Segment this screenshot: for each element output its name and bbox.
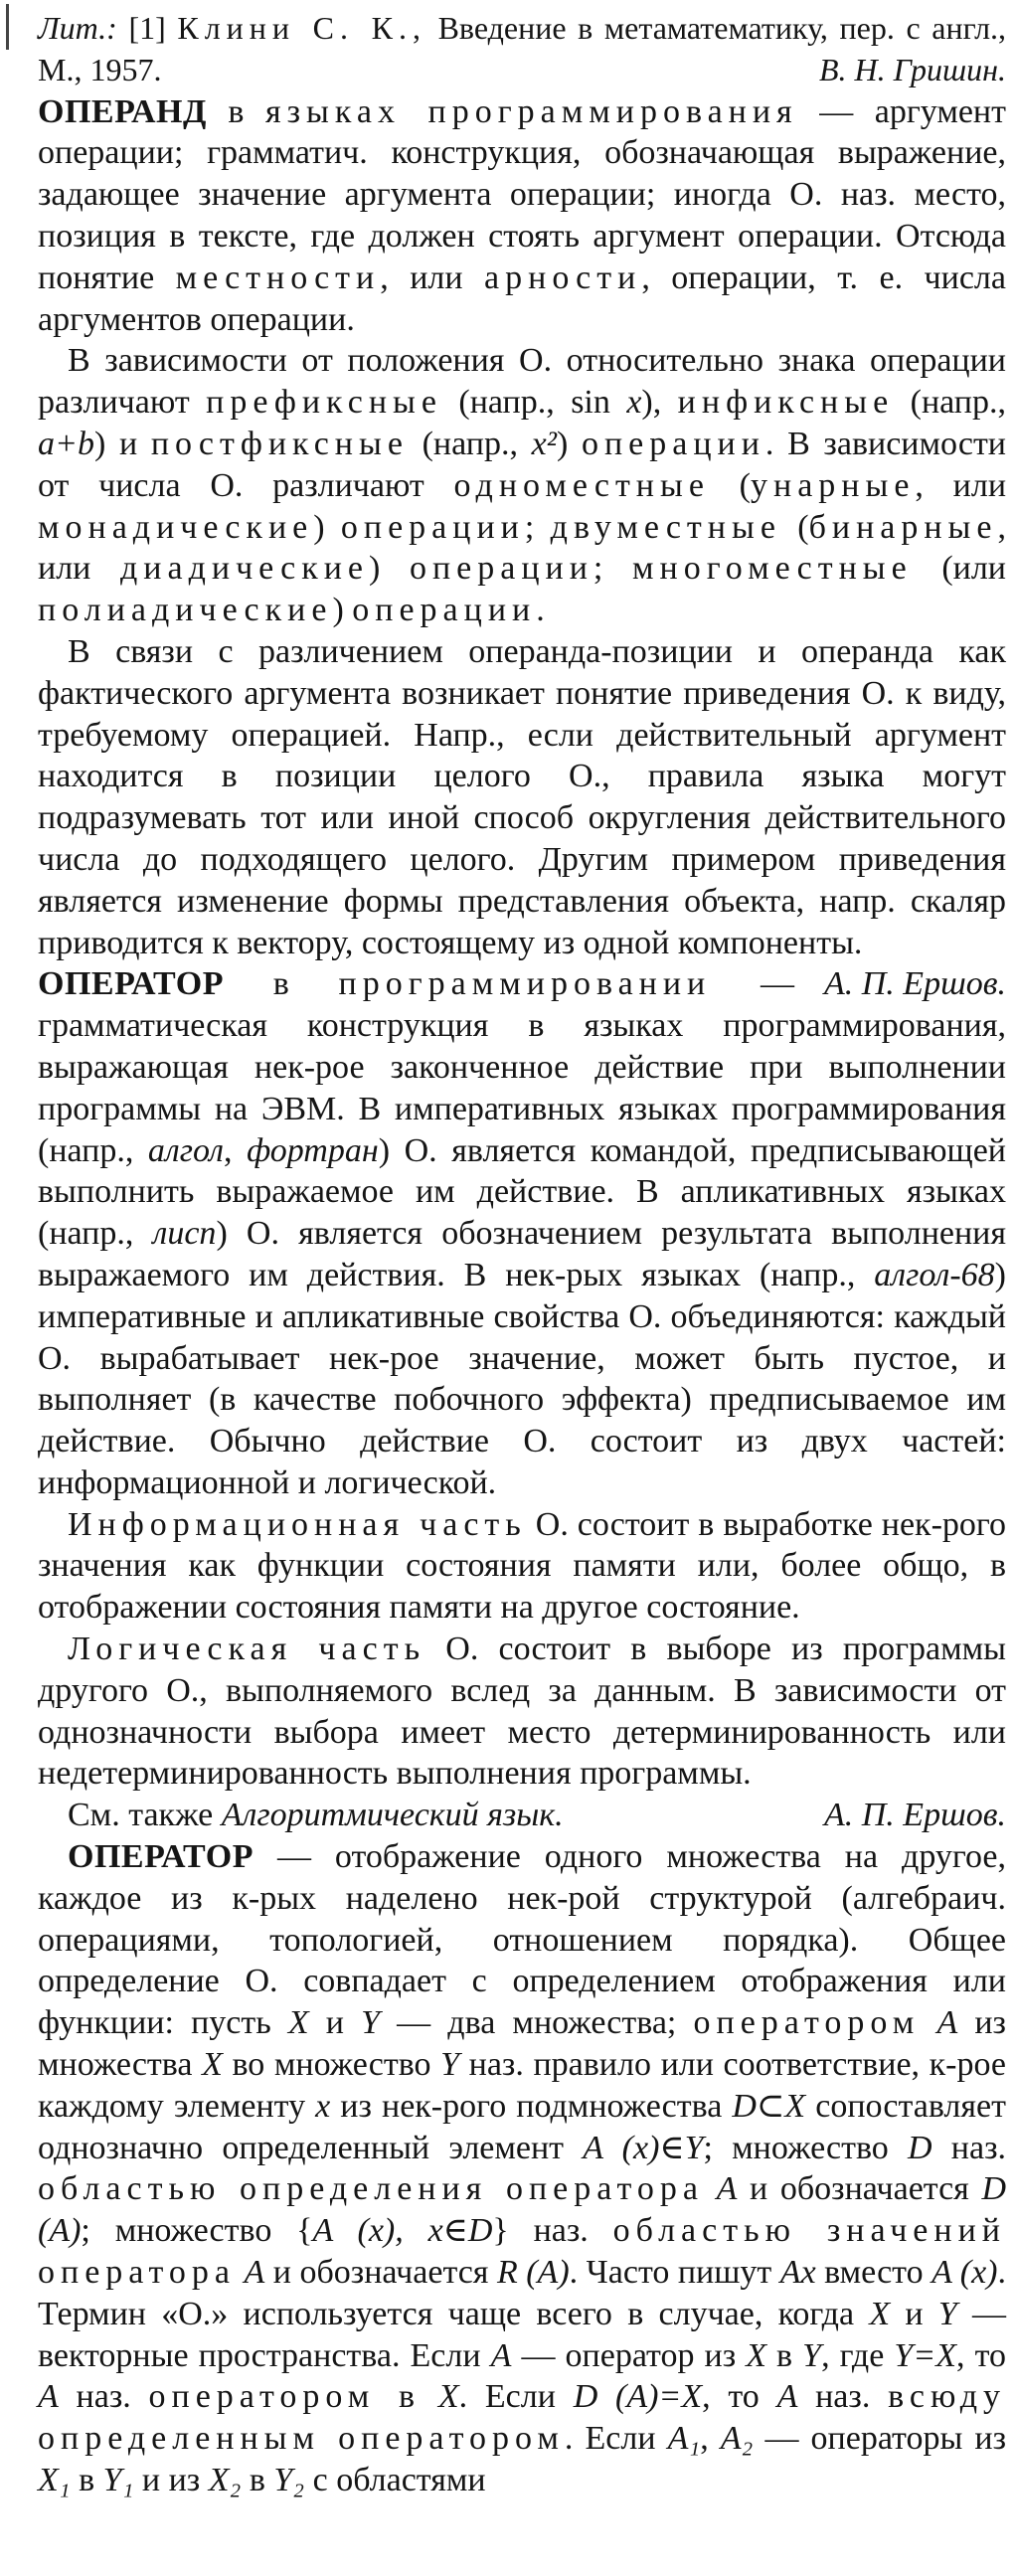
- text-run: и обозначается: [264, 2254, 497, 2292]
- text-run: ; множество: [703, 2129, 909, 2166]
- operator-map-paragraph-1: [38, 1836, 1006, 2501]
- text-run: [236, 2254, 245, 2291]
- operator-prog-paragraph-1: [38, 963, 1006, 1503]
- italic-term: фортран: [247, 1131, 379, 1169]
- italic-term: R (A): [496, 2254, 570, 2292]
- italic-term: A: [936, 2004, 958, 2042]
- text-run: [421, 2378, 438, 2415]
- text-run: , или: [38, 508, 1006, 588]
- italic-term: Y: [802, 2336, 822, 2374]
- spaced-term: полиадические: [38, 592, 333, 629]
- text-run: , где: [821, 2336, 895, 2374]
- text-run: с областями: [304, 2462, 486, 2499]
- italic-term: X: [746, 2336, 766, 2374]
- lit-publication: пер. с англ., М., 1957.: [38, 10, 1007, 87]
- italic-term: Y₂: [273, 2462, 305, 2499]
- italic-term: алгол-68: [874, 1256, 995, 1293]
- operand-paragraph-1: [38, 91, 1006, 341]
- text-run: вместо: [815, 2254, 932, 2292]
- text-run: в: [70, 2462, 103, 2499]
- italic-term: A (x)∈Y: [583, 2129, 704, 2166]
- spaced-term: областью определения оператора: [38, 2170, 704, 2208]
- italic-term: A: [490, 2336, 512, 2374]
- spaced-term: инфиксные: [677, 384, 895, 422]
- italic-term: Y₁: [102, 2462, 134, 2499]
- italic-term: A (x), x∈D: [312, 2212, 493, 2250]
- italic-term: A (x): [931, 2254, 998, 2292]
- text-run: ) императивные и апликативные свойства О. объединяются: каждый О. вырабатывает нек-рое значение, может быть пустое, и выполняет (в качестве побочного эффекта) предписываемое им действие. Обычно действие О. состоит из двух частей: информационной и логической.: [38, 1256, 1006, 1501]
- text-run: О. состоит в выработке нек-рого значения как функции состояния памяти или, более общо, в отображении состояния памяти на другое состояние.: [38, 1505, 1006, 1627]
- text-run: , операции, т. е. числа аргументов операции.: [38, 258, 1006, 338]
- text-run: — векторные пространства. Если: [38, 2295, 1006, 2374]
- text-run: . Если: [564, 2420, 668, 2458]
- italic-term: X₂: [208, 2462, 242, 2499]
- spaced-term: бинарные: [808, 508, 998, 546]
- text-run: во множество: [222, 2046, 441, 2084]
- spaced-term: многоместные: [632, 550, 913, 588]
- text-run: [920, 2004, 936, 2041]
- italic-term: Y: [361, 2004, 381, 2042]
- text-run: ,: [224, 1131, 248, 1169]
- operand-signature: А. П. Ершов.: [823, 965, 1006, 1003]
- text-run: } наз.: [492, 2212, 613, 2250]
- text-run: из нек-рого подмножества: [330, 2087, 733, 2125]
- text-run: . В зависимости от числа О. различают: [38, 425, 1006, 504]
- text-run: — аргумент операции; грамматич. конструкция, обозначающая выражение, задающее значение аргумента операции; иногда О. наз. место, позиция в тексте, где должен стоять аргумент операции. Отсюда понятие: [38, 92, 1006, 296]
- italic-term: Y: [440, 2046, 460, 2084]
- text-run: наз.: [797, 2378, 889, 2416]
- spaced-term: всюду определенным оператором: [38, 2378, 1006, 2458]
- text-run: ,: [700, 2420, 721, 2458]
- spaced-term: оператором в: [148, 2378, 422, 2416]
- operand-headword: ОПЕРАНД: [38, 92, 207, 130]
- text-run: ): [313, 508, 341, 546]
- text-run: . Если: [458, 2378, 574, 2416]
- text-run: ): [369, 550, 410, 588]
- text-run: из множества: [38, 2004, 1006, 2084]
- see-also-link[interactable]: Алгоритмический язык.: [221, 1797, 564, 1834]
- spaced-term: языках программирования: [264, 92, 798, 130]
- text-run: и из: [133, 2462, 209, 2499]
- lit-author: Клини С. К.,: [177, 10, 426, 46]
- italic-term: X: [287, 2004, 309, 2042]
- operand-p3-text: В связи с различением операнда-позиции и операнда как фактического аргумента возникает понятие приведения О. к виду, требуемому операцией. Напр., если действительный аргумент находится в позиции целого О., правила языка могут подразумевать тот или иной способ округления действительного числа до подходящего целого. Другим примером приведения является изменение формы представления объекта, напр. скаляр приводится к вектору, состоящему из одной компоненты.: [38, 632, 1006, 961]
- text-run: и: [890, 2295, 938, 2332]
- margin-rule: [6, 4, 9, 50]
- text-run: (: [780, 508, 809, 546]
- spaced-term: двуместные: [550, 508, 781, 546]
- spaced-term: операции: [340, 508, 525, 546]
- spaced-term: оператором: [693, 2004, 921, 2042]
- italic-term: A: [776, 2378, 798, 2416]
- text-run: . Термин «О.» используется чаще всего в случае, когда: [38, 2254, 1007, 2332]
- italic-term: X: [869, 2295, 891, 2332]
- text-run: (: [709, 466, 751, 504]
- spaced-term: областью значений оператора: [38, 2212, 1006, 2292]
- text-run: наз.: [58, 2378, 149, 2416]
- text-run: в: [241, 2462, 274, 2499]
- text-run: — отображение одного множества на другое, каждое из к-рых наделено нек-рой структурой (алгебраич. операциями, топологией, отношением порядка). Общее определение О. совпадает с определением отображения или функции: пусть: [38, 1838, 1006, 2042]
- text-run: в: [224, 965, 339, 1003]
- text-run: . Часто пишут: [569, 2254, 780, 2292]
- spaced-term: монадические: [38, 508, 314, 546]
- operator-prog-see-also: [38, 1795, 1006, 1836]
- text-run: , то: [702, 2378, 777, 2416]
- italic-term: Y=X: [894, 2336, 956, 2374]
- italic-term: A: [716, 2170, 738, 2208]
- text-run: ): [332, 592, 353, 629]
- text-run: наз.: [931, 2129, 1007, 2166]
- text-run: в: [206, 92, 265, 130]
- italic-term: X: [202, 2046, 223, 2084]
- italic-term: A₂: [720, 2420, 754, 2458]
- operator-prog-headword: ОПЕРАТОР: [38, 965, 224, 1003]
- text-run: в: [765, 2336, 803, 2374]
- spaced-term: операции: [352, 592, 537, 629]
- lit-ref-number: [1]: [128, 10, 166, 46]
- spaced-term: Информационная часть: [68, 1505, 527, 1543]
- text-run: ;: [593, 550, 632, 588]
- text-run: и: [308, 2004, 362, 2042]
- text-run: — операторы из: [753, 2420, 1006, 2458]
- italic-term: x²: [531, 425, 557, 462]
- text-run: и обозначается: [737, 2170, 982, 2208]
- operator-map-headword: ОПЕРАТОР: [68, 1838, 254, 1876]
- spaced-term: операции: [409, 550, 593, 588]
- italic-term: лисп: [152, 1215, 217, 1253]
- spaced-term: постфиксные: [150, 425, 409, 462]
- text-run: , то: [956, 2336, 1006, 2374]
- spaced-term: одноместные: [453, 466, 710, 504]
- text-run: (или: [912, 550, 1007, 588]
- text-run: ) О. является командой, предписывающей выполнить выражаемое им действие. В апликативных языках (напр.,: [38, 1131, 1007, 1253]
- italic-term: алгол: [147, 1131, 224, 1169]
- spaced-term: местности: [175, 258, 381, 296]
- italic-term: D⊂X: [732, 2087, 806, 2125]
- italic-term: Y: [937, 2295, 957, 2332]
- lit-label: Лит.:: [38, 10, 117, 46]
- italic-term: x: [626, 384, 642, 422]
- text-run: О. состоит в выборе из программы другого О., выполняемого вслед за данным. В зависимости от однозначности выбора имеет место детерминированность или недетерминированность выполнения программы.: [38, 1631, 1006, 1793]
- text-run: сопоставляет однозначно определенный элемент: [38, 2087, 1006, 2166]
- italic-term: Ax: [779, 2254, 816, 2292]
- italic-term: D (A): [38, 2170, 1007, 2250]
- italic-term: X₁: [38, 2462, 71, 2499]
- text-run: ; множество {: [81, 2212, 313, 2250]
- italic-term: D: [908, 2129, 932, 2166]
- spaced-term: префиксные: [206, 384, 442, 422]
- text-run: .: [536, 592, 545, 629]
- italic-term: a+b: [38, 425, 94, 462]
- italic-term: A₁: [667, 2420, 701, 2458]
- spaced-term: унарные: [751, 466, 916, 504]
- lit-signature: В. Н. Гришин.: [819, 51, 1006, 87]
- text-run: ): [556, 425, 582, 462]
- text-run: ;: [524, 508, 551, 546]
- text-run: (напр.,: [408, 425, 532, 462]
- operator-prog-signature: А. П. Ершов.: [823, 1797, 1006, 1834]
- spaced-term: Логическая часть: [68, 1631, 426, 1668]
- text-run: [704, 2170, 717, 2207]
- operator-prog-paragraph-3: [38, 1629, 1006, 1795]
- see-also-prefix: См. также: [68, 1797, 222, 1834]
- italic-term: A: [244, 2254, 265, 2292]
- spaced-term: программировании: [338, 965, 712, 1003]
- italic-term: A: [38, 2378, 59, 2416]
- text-run: — грамматическая конструкция в языках программирования, выражающая нек-рое законченное действие при выполнении программы на ЭВМ. В императивных языках программирования (напр.,: [38, 965, 1006, 1169]
- spaced-term: диадические: [119, 550, 369, 588]
- operator-prog-paragraph-2: [38, 1504, 1006, 1629]
- text-run: ) и: [93, 425, 151, 462]
- literature-reference: [38, 8, 1006, 91]
- text-run: , или: [915, 466, 1007, 504]
- spaced-term: операции: [581, 425, 765, 462]
- text-run: , или: [380, 258, 485, 296]
- text-run: ),: [641, 384, 678, 422]
- italic-term: D (A)=X: [573, 2378, 703, 2416]
- operand-paragraph-2: [38, 340, 1006, 631]
- text-run: ) О. является обозначением результата выполнения выражаемого им действия. В нек-рых языках (напр.,: [38, 1215, 1007, 1293]
- text-run: — оператор из: [511, 2336, 747, 2374]
- operator-map-p1-body: [38, 1838, 1006, 2498]
- italic-term: x: [315, 2087, 331, 2125]
- spaced-term: арности: [484, 258, 642, 296]
- text-run: — два множества;: [380, 2004, 694, 2042]
- operator-prog-p1-body: [38, 965, 1006, 1501]
- text-run: наз. правило или соответствие, к-рое каждому элементу: [38, 2046, 1006, 2125]
- text-run: В зависимости от положения О. относительно знака операции различают: [38, 342, 1006, 422]
- text-run: (напр., sin: [441, 384, 627, 422]
- italic-term: X: [437, 2378, 459, 2416]
- text-run: (напр.,: [894, 384, 1006, 422]
- lit-title: Введение в метаматематику,: [437, 10, 828, 46]
